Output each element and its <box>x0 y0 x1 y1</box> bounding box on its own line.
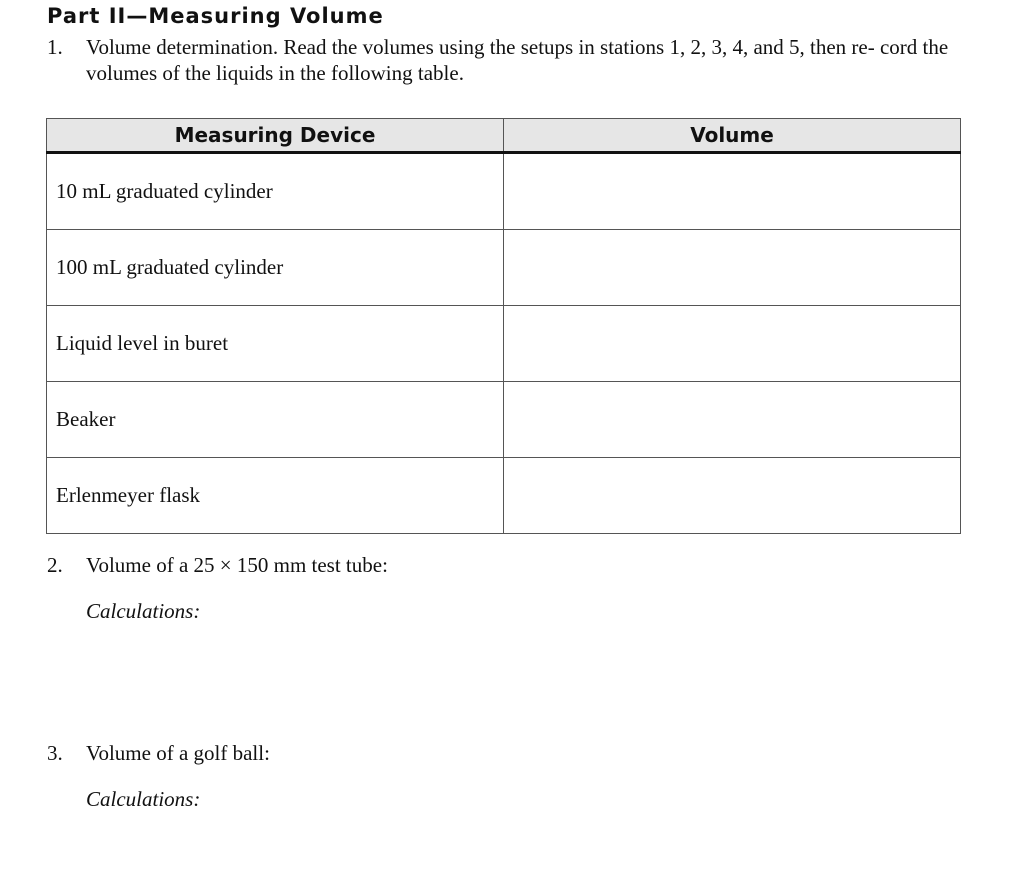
device-cell: 100 mL graduated cylinder <box>47 230 504 306</box>
volume-cell[interactable] <box>504 458 961 534</box>
question-3-calculations-label: Calculations: <box>86 787 201 811</box>
device-cell: Liquid level in buret <box>47 306 504 382</box>
device-cell: 10 mL graduated cylinder <box>47 153 504 230</box>
section-title: Part II—Measuring Volume <box>47 4 384 28</box>
header-volume: Volume <box>504 119 961 153</box>
device-cell: Erlenmeyer flask <box>47 458 504 534</box>
volume-cell[interactable] <box>504 230 961 306</box>
question-3-number: 3. <box>47 741 63 765</box>
volume-table <box>46 118 961 534</box>
volume-cell[interactable] <box>504 153 961 230</box>
table-row <box>47 306 961 382</box>
question-2-number: 2. <box>47 553 63 577</box>
question-1-number: 1. <box>47 35 63 59</box>
question-2-text: Volume of a 25 × 150 mm test tube: <box>86 553 388 577</box>
table-row <box>47 458 961 534</box>
question-2-calculations-label: Calculations: <box>86 599 201 623</box>
volume-cell[interactable] <box>504 306 961 382</box>
question-3 <box>47 740 947 766</box>
table-header-row <box>47 119 961 153</box>
question-1-text: Volume determination. Read the volumes using the setups in stations 1, 2, 3, 4, and 5, then re- cord the volumes of the liquids in the following table. <box>86 35 949 85</box>
question-1 <box>47 34 977 86</box>
question-2 <box>47 552 947 578</box>
question-3-text: Volume of a golf ball: <box>86 741 270 765</box>
device-cell: Beaker <box>47 382 504 458</box>
table-row <box>47 230 961 306</box>
header-measuring-device: Measuring Device <box>47 119 504 153</box>
table-row <box>47 153 961 230</box>
volume-cell[interactable] <box>504 382 961 458</box>
table-row <box>47 382 961 458</box>
